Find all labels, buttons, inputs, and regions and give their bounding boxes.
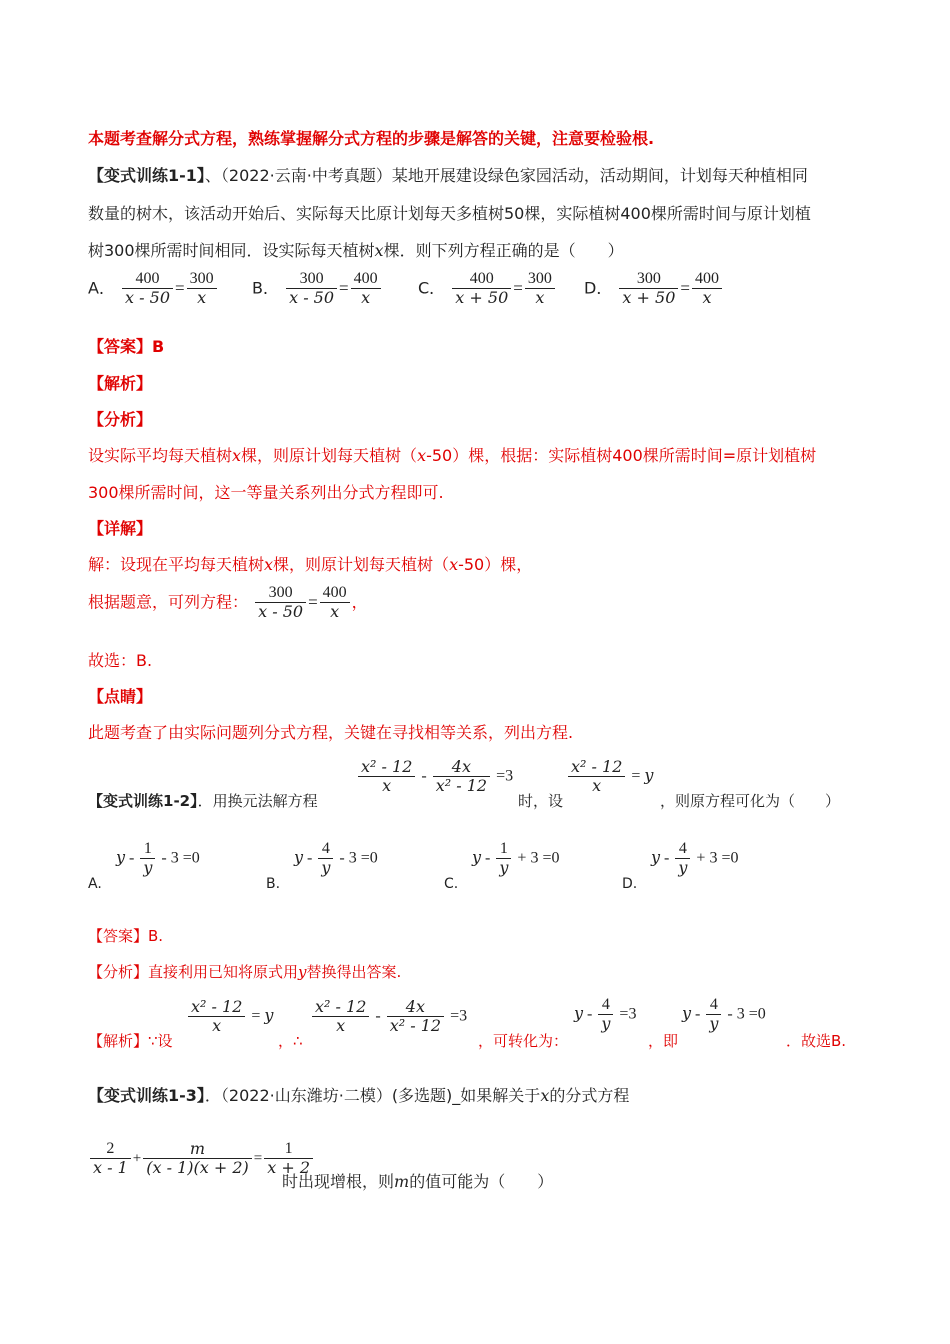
q1-option-b[interactable]: B． $\frac{300}{x - 50}$ = $\frac{400}{x}$	[252, 270, 383, 308]
q1-tag: 【变式训练1-1】	[88, 166, 205, 185]
fraction: $\frac{400}{x - 50}$	[122, 270, 173, 308]
option-label: B．	[252, 278, 279, 298]
q1-option-d[interactable]: D． $\frac{300}{x + 50}$ = $\frac{400}{x}$	[584, 270, 724, 308]
q1-jie-line: 解：设现在平均每天植树x棵，则原计划每天植树（x-50）棵，	[88, 555, 533, 574]
q2-jiexi-expr-2: $\frac{\text{x² - 12}}{x}$ - $\frac{4x}{\text{x² - 12}}$ =3	[310, 998, 467, 1036]
q2-option-b-expr: y - $\frac{4}{y}$ - 3 =0	[294, 840, 378, 878]
fraction: $\frac{400}{x}$	[320, 584, 350, 622]
q2-jiexi-expr-3: y - $\frac{4}{y}$ =3	[574, 996, 637, 1034]
q2-option-a-expr: y - $\frac{1}{y}$ - 3 =0	[116, 840, 200, 878]
q1-fenxi: 【分析】	[88, 410, 153, 429]
q1-line-1	[88, 163, 808, 186]
q2-jiexi-e: ．故选B.	[786, 1032, 847, 1050]
q1-option-c[interactable]: C． $\frac{400}{x + 50}$ = $\frac{300}{x}$	[418, 270, 557, 308]
q2-option-c-expr: y - $\frac{1}{y}$ + 3 =0	[472, 840, 560, 878]
q1-var-x: x	[374, 241, 384, 260]
fraction: $\frac{400}{x + 50}$	[452, 270, 511, 308]
intro-note: 本题考查解分式方程，熟练掌握解分式方程的步骤是解答的关键，注意要检验根.	[88, 129, 655, 148]
q1-dianjing: 【点睛】	[88, 687, 153, 706]
q2-option-d-expr: y - $\frac{4}{y}$ + 3 =0	[651, 840, 739, 878]
fraction: $\frac{300}{x - 50}$	[286, 270, 337, 308]
q1-option-a[interactable]: A． $\frac{400}{x - 50}$ = $\frac{300}{x}$	[88, 270, 219, 308]
q3-stem-line: 【变式训练1-3】．（2022·山东潍坊·二模）(多选题)_如果解关于x的分式方程	[88, 1086, 630, 1105]
q2-substitution: $\frac{\text{x² - 12}}{x}$ = y	[566, 758, 653, 796]
fraction: $\frac{300}{x - 50}$	[255, 584, 306, 622]
fraction: $\frac{300}{x}$	[525, 270, 555, 308]
q2-option-a[interactable]: A.	[88, 876, 102, 892]
q1-answer: 【答案】B	[88, 337, 165, 356]
fraction: $\frac{400}{x}$	[351, 270, 381, 308]
q3-equation: $\frac{2}{x - 1}$ + $\frac{m}{(x - 1)(x + 2)}$ = $\frac{1}{x + 2}$	[88, 1140, 315, 1178]
q2-text-b: 时，设	[518, 792, 564, 810]
q3-tag: 【变式训练1-3】	[88, 1086, 205, 1105]
q2-jiexi-c: ，可转化为：	[478, 1032, 569, 1050]
q1-text-1: 、（2022·云南·中考真题）某地开展建设绿色家园活动，活动期间，计划每天种植相同	[204, 166, 808, 185]
q1-line-3	[88, 238, 624, 261]
q2-option-b[interactable]: B.	[266, 876, 281, 892]
q2-stem-line: 【变式训练1-2】．用换元法解方程	[88, 792, 318, 810]
q2-equation: $\frac{\text{x² - 12}}{x}$ - $\frac{4x}{\text{x² - 12}}$ =3	[356, 758, 513, 796]
q2-tag: 【变式训练1-2】	[88, 792, 198, 810]
fraction: $\frac{400}{x}$	[692, 270, 722, 308]
q1-text-3a: 树300棵所需时间相同．设实际每天植树	[88, 241, 375, 260]
q1-line-2: 数量的树木，该活动开始后、实际每天比原计划每天多植树50棵，实际植树400棵所需时间与原计划植	[88, 204, 811, 223]
q1-dianjing-text: 此题考查了由实际问题列分式方程，关键在寻找相等关系，列出方程.	[88, 723, 574, 742]
q2-text-c: ，则原方程可化为（ ）	[660, 792, 841, 810]
q2-jiexi-expr-4: y - $\frac{4}{y}$ - 3 =0	[682, 996, 766, 1034]
option-label: A．	[88, 278, 115, 298]
q2-option-d[interactable]: D.	[622, 876, 638, 892]
q2-jiexi-a: 【解析】∵设	[88, 1032, 173, 1050]
q2-jiexi-b: ，∴	[278, 1032, 303, 1050]
fraction: $\frac{300}{x}$	[187, 270, 217, 308]
q1-jiexi: 【解析】	[88, 374, 153, 393]
q2-jiexi-expr-1: $\frac{\text{x² - 12}}{x}$ = y	[186, 998, 273, 1036]
q1-xiangjie: 【详解】	[88, 519, 153, 538]
q2-option-c[interactable]: C.	[444, 876, 459, 892]
q1-guxuan: 故选：B.	[88, 651, 153, 670]
q1-fenxi-line-2: 300棵所需时间，这一等量关系列出分式方程即可.	[88, 483, 444, 502]
q1-text-3b: 棵．则下列方程正确的是（ ）	[383, 241, 624, 260]
q1-fenxi-line-1: 设实际平均每天植树x棵，则原计划每天植树（x-50）棵，根据：实际植树400棵所需时间=原计划植树	[88, 446, 817, 465]
q2-answer: 【答案】B.	[88, 927, 164, 945]
q2-jiexi-d: ，即	[648, 1032, 679, 1050]
option-label: C．	[418, 278, 446, 298]
fraction: $\frac{300}{x + 50}$	[619, 270, 678, 308]
q2-fenxi: 【分析】直接利用已知将原式用y替换得出答案.	[88, 963, 402, 981]
q1-equation-line: 根据题意，可列方程： $\frac{300}{x - 50}$ = $\frac{400}{x}$ ，	[88, 584, 368, 622]
q3-tail: 时出现增根，则m的值可能为（ ）	[282, 1172, 554, 1191]
option-label: D．	[584, 278, 613, 298]
